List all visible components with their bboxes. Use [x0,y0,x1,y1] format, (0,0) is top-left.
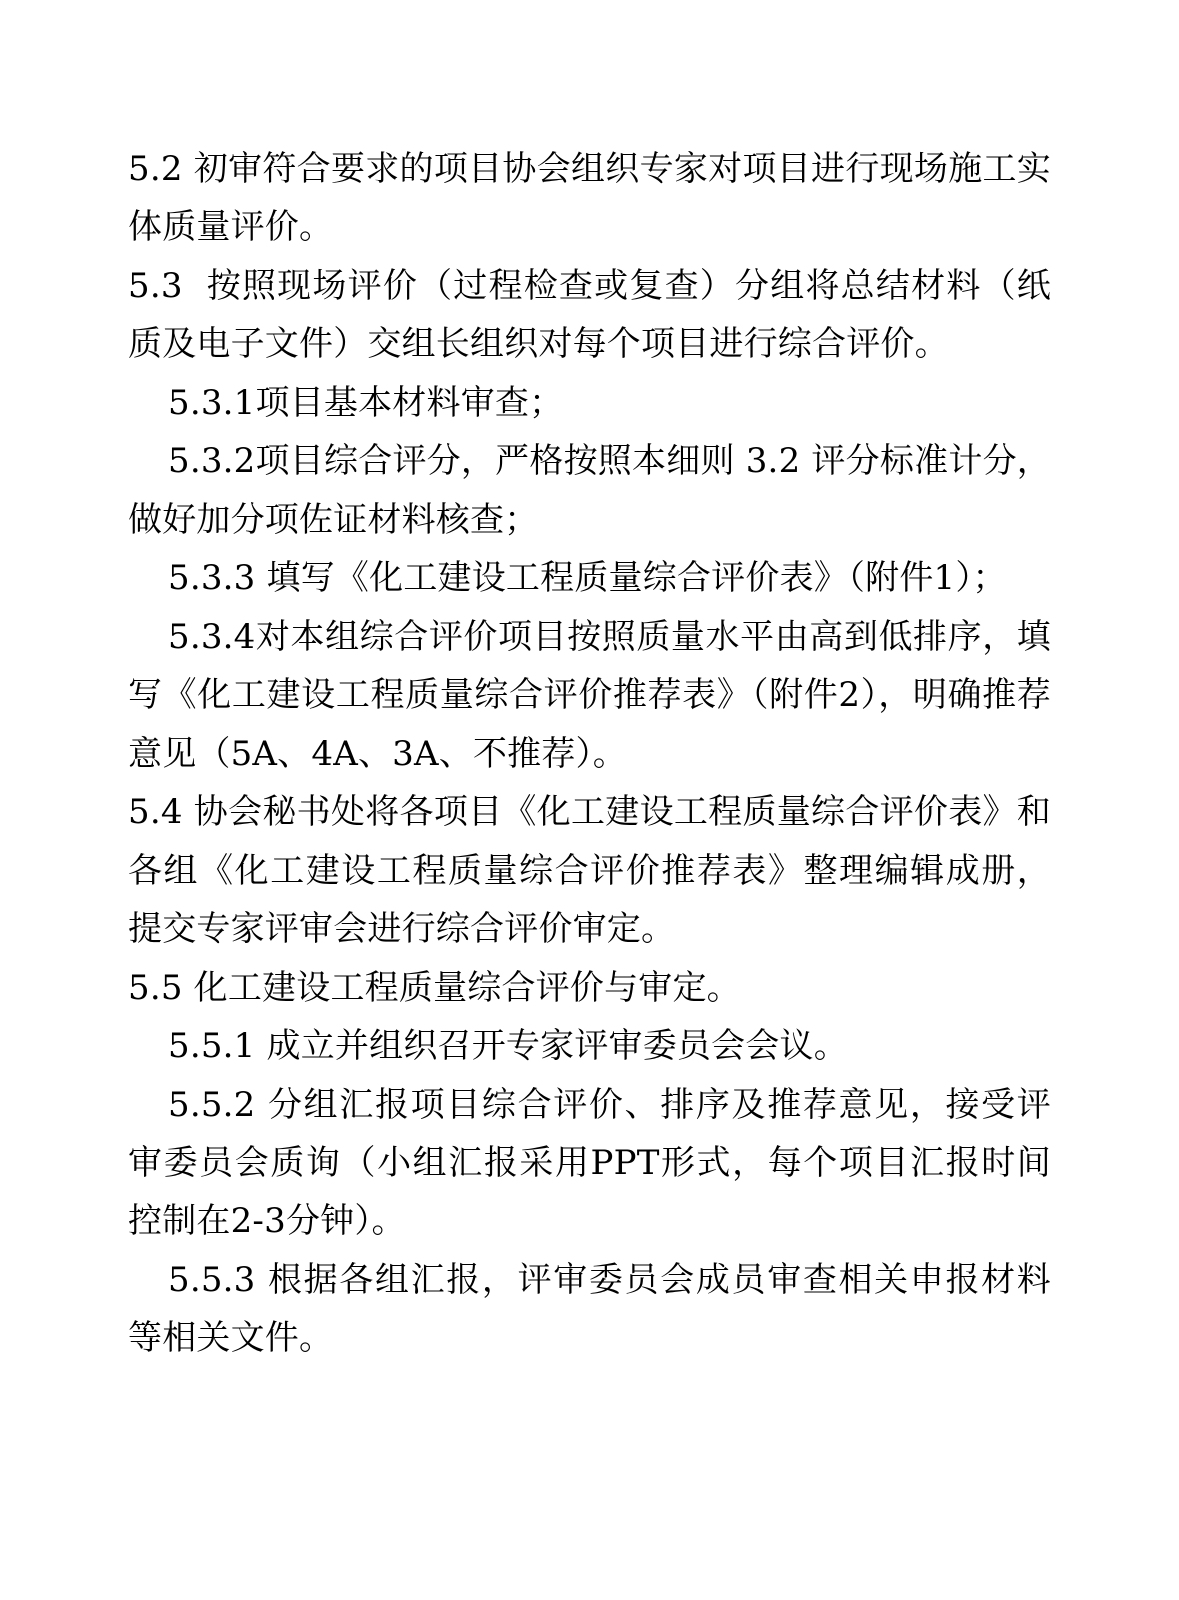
paragraph-5-4: 5.4 协会秘书处将各项目《化工建设工程质量综合评价表》和各组《化工建设工程质量综合评价推荐表》整理编辑成册，提交专家评审会进行综合评价审定。 [128,792,1051,950]
paragraph-5-3-3: 5.3.3 填写《化工建设工程质量综合评价表》（附件1）； [168,558,1007,599]
paragraph-5-5: 5.5 化工建设工程质量综合评价与审定。 [128,967,741,1008]
paragraph-5-3-2: 5.3.2项目综合评分，严格按照本细则 3.2 评分标准计分，做好加分项佐证材料核查； [128,441,1051,540]
paragraph-5-3: 5.3 按照现场评价（过程检查或复查）分组将总结材料（纸质及电子文件）交组长组织对每个项目进行综合评价。 [128,265,1051,365]
paragraph-5-3-4: 5.3.4对本组综合评价项目按照质量水平由高到低排序，填写《化工建设工程质量综合评价推荐表》（附件2），明确推荐意见（5A、4A、3A、不推荐）。 [128,616,1051,774]
paragraph-5-3-1: 5.3.1项目基本材料审查； [168,382,564,423]
paragraph-5-2: 5.2 初审符合要求的项目协会组织专家对项目进行现场施工实体质量评价。 [128,149,1051,248]
document-body [128,140,1051,1368]
paragraph-5-5-1: 5.5.1 成立并组织召开专家评审委员会会议。 [168,1026,848,1067]
paragraph-5-5-2: 5.5.2 分组汇报项目综合评价、排序及推荐意见，接受评审委员会质询（小组汇报采用PPT形式，每个项目汇报时间控制在2-3分钟）。 [128,1084,1051,1242]
paragraph-5-5-3: 5.5.3 根据各组汇报，评审委员会成员审查相关申报材料等相关文件。 [128,1259,1051,1359]
